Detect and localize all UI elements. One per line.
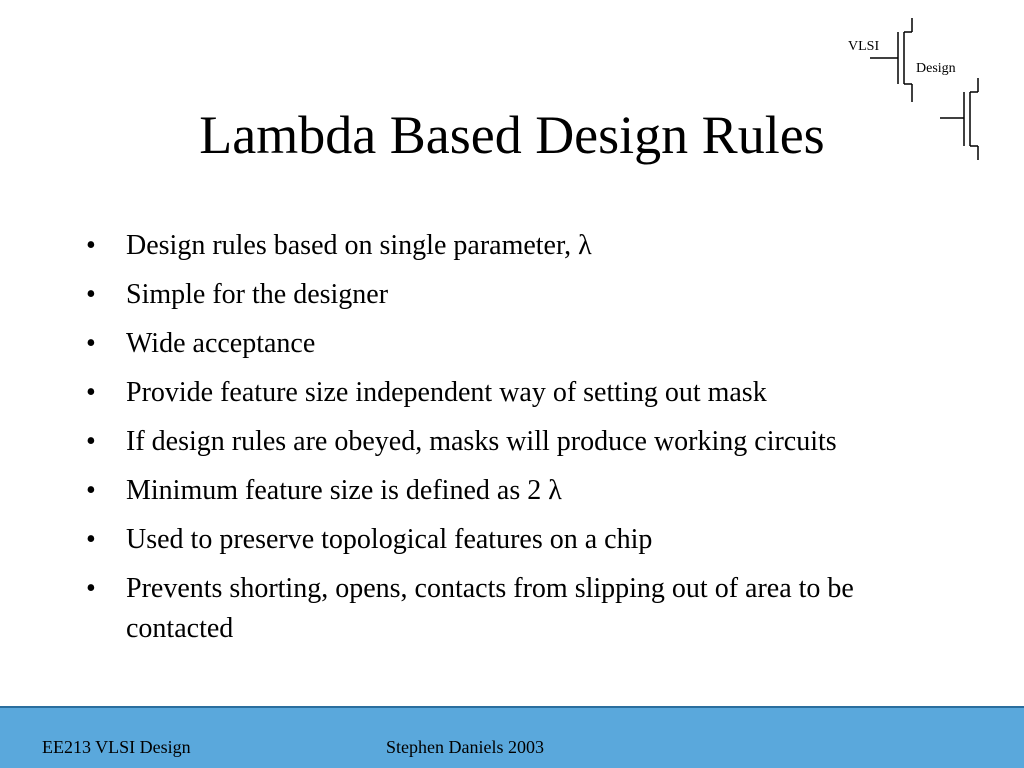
bullet-text: Prevents shorting, opens, contacts from slipping out of area to be contacted (126, 573, 854, 644)
bullet-list (86, 226, 966, 658)
bullet-text: Provide feature size independent way of setting out mask (126, 377, 767, 408)
bullet-icon: • (86, 230, 96, 261)
logo-text-vlsi: VLSI (848, 39, 880, 54)
bullet-item (86, 324, 966, 364)
bullet-item (86, 373, 966, 413)
bullet-icon: • (86, 377, 96, 408)
bullet-text: Used to preserve topological features on a chip (126, 524, 653, 555)
bullet-icon: • (86, 573, 96, 604)
footer-author: Stephen Daniels 2003 (386, 737, 544, 757)
slide-title: Lambda Based Design Rules (199, 105, 825, 165)
bullet-item (86, 422, 966, 462)
footer-course: EE213 VLSI Design (42, 737, 191, 757)
bullet-text: Design rules based on single parameter, λ (126, 230, 592, 261)
bullet-icon: • (86, 426, 96, 457)
bullet-icon: • (86, 328, 96, 359)
bullet-item (86, 471, 966, 511)
bullet-item (86, 226, 966, 266)
bullet-item (86, 569, 966, 649)
bullet-item (86, 275, 966, 315)
bullet-text: Simple for the designer (126, 279, 389, 310)
bullet-icon: • (86, 524, 96, 555)
bullet-icon: • (86, 279, 96, 310)
bullet-icon: • (86, 475, 96, 506)
bullet-text: Minimum feature size is defined as 2 λ (126, 475, 562, 506)
slide-footer (0, 706, 1024, 768)
bullet-item (86, 520, 966, 560)
logo-text-design: Design (916, 61, 956, 76)
bullet-text: Wide acceptance (126, 328, 316, 359)
bullet-text: If design rules are obeyed, masks will produce working circuits (126, 426, 837, 457)
